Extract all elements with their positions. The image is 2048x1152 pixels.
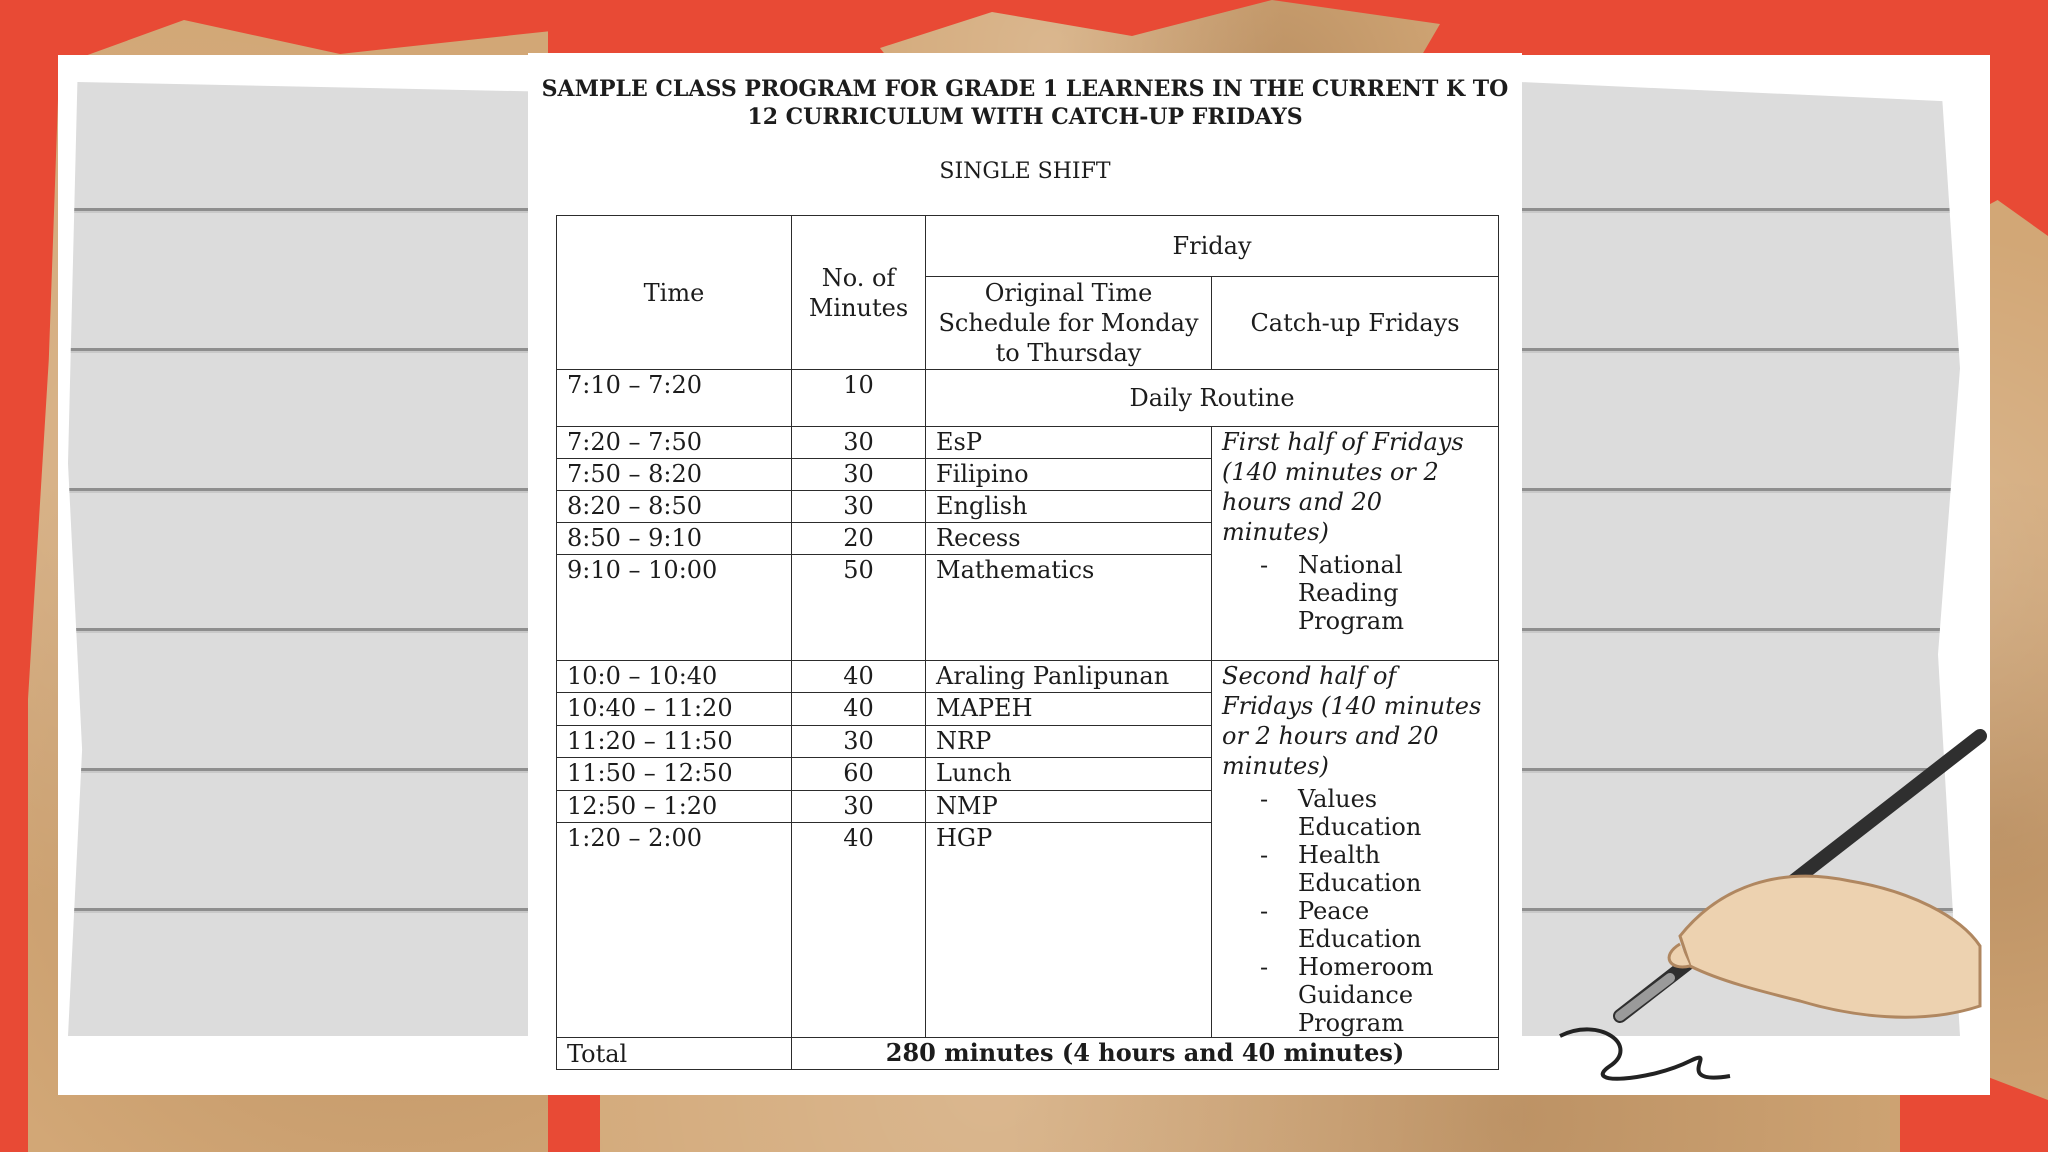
header-time: Time (557, 216, 792, 370)
list-item: - National Reading Program (1222, 551, 1488, 635)
header-friday: Friday (926, 216, 1499, 277)
row-minutes: 30 (792, 427, 926, 459)
row-time: 8:50 – 9:10 (557, 523, 792, 555)
row-subject: NRP (926, 725, 1212, 757)
row-subject: EsP (926, 427, 1212, 459)
second-half-note (1212, 661, 1499, 1038)
second-half-list (1222, 785, 1488, 1037)
table-row-total (557, 1038, 1499, 1070)
row-subject: Mathematics (926, 555, 1212, 661)
class-program-document (528, 53, 1522, 1068)
row-minutes: 50 (792, 555, 926, 661)
header-catchup-fridays: Catch-up Fridays (1212, 277, 1499, 370)
first-half-list (1222, 551, 1488, 635)
table-row (557, 427, 1499, 459)
row-minutes: 60 (792, 758, 926, 790)
row-minutes: 40 (792, 693, 926, 725)
row-subject: Araling Panlipunan (926, 661, 1212, 693)
header-original-schedule: Original Time Schedule for Monday to Thursday (926, 277, 1212, 370)
row-time: 12:50 – 1:20 (557, 790, 792, 822)
row-subject: Lunch (926, 758, 1212, 790)
hand-with-pen-icon (1520, 716, 2000, 1096)
list-item: - Health Education (1222, 841, 1488, 897)
first-half-note (1212, 427, 1499, 661)
routine-time: 7:10 – 7:20 (557, 370, 792, 427)
row-time: 11:20 – 11:50 (557, 725, 792, 757)
list-item: - Values Education (1222, 785, 1488, 841)
document-title: SAMPLE CLASS PROGRAM FOR GRADE 1 LEARNERS IN THE CURRENT K TO 12 CURRICULUM WITH CATCH-UP FRIDAYS (541, 76, 1509, 130)
row-time: 7:20 – 7:50 (557, 427, 792, 459)
routine-label: Daily Routine (926, 370, 1499, 427)
row-minutes: 30 (792, 725, 926, 757)
document-subtitle: SINGLE SHIFT (939, 159, 1111, 184)
total-value: 280 minutes (4 hours and 40 minutes) (792, 1038, 1499, 1070)
row-subject: HGP (926, 823, 1212, 1038)
row-minutes: 40 (792, 661, 926, 693)
row-time: 11:50 – 12:50 (557, 758, 792, 790)
row-subject: MAPEH (926, 693, 1212, 725)
second-half-note-text: Second half of Fridays (140 minutes or 2 hours and 20 minutes) (1222, 662, 1482, 780)
table-row (557, 661, 1499, 693)
row-time: 1:20 – 2:00 (557, 823, 792, 1038)
table-row-routine (557, 370, 1499, 427)
row-subject: NMP (926, 790, 1212, 822)
list-item: - Peace Education (1222, 897, 1488, 953)
row-subject: Filipino (926, 459, 1212, 491)
row-subject: Recess (926, 523, 1212, 555)
header-minutes: No. of Minutes (792, 216, 926, 370)
row-minutes: 30 (792, 459, 926, 491)
row-time: 10:0 – 10:40 (557, 661, 792, 693)
row-subject: English (926, 491, 1212, 523)
lined-paper-left (68, 82, 538, 1036)
class-schedule-table (556, 215, 1499, 1070)
row-time: 7:50 – 8:20 (557, 459, 792, 491)
total-label: Total (557, 1038, 792, 1070)
row-minutes: 30 (792, 790, 926, 822)
row-time: 10:40 – 11:20 (557, 693, 792, 725)
first-half-note-text: First half of Fridays (140 minutes or 2 hours and 20 minutes) (1222, 428, 1464, 546)
row-time: 8:20 – 8:50 (557, 491, 792, 523)
routine-minutes: 10 (792, 370, 926, 427)
row-minutes: 20 (792, 523, 926, 555)
row-time: 9:10 – 10:00 (557, 555, 792, 661)
row-minutes: 30 (792, 491, 926, 523)
list-item: - Homeroom Guidance Program (1222, 953, 1488, 1037)
row-minutes: 40 (792, 823, 926, 1038)
